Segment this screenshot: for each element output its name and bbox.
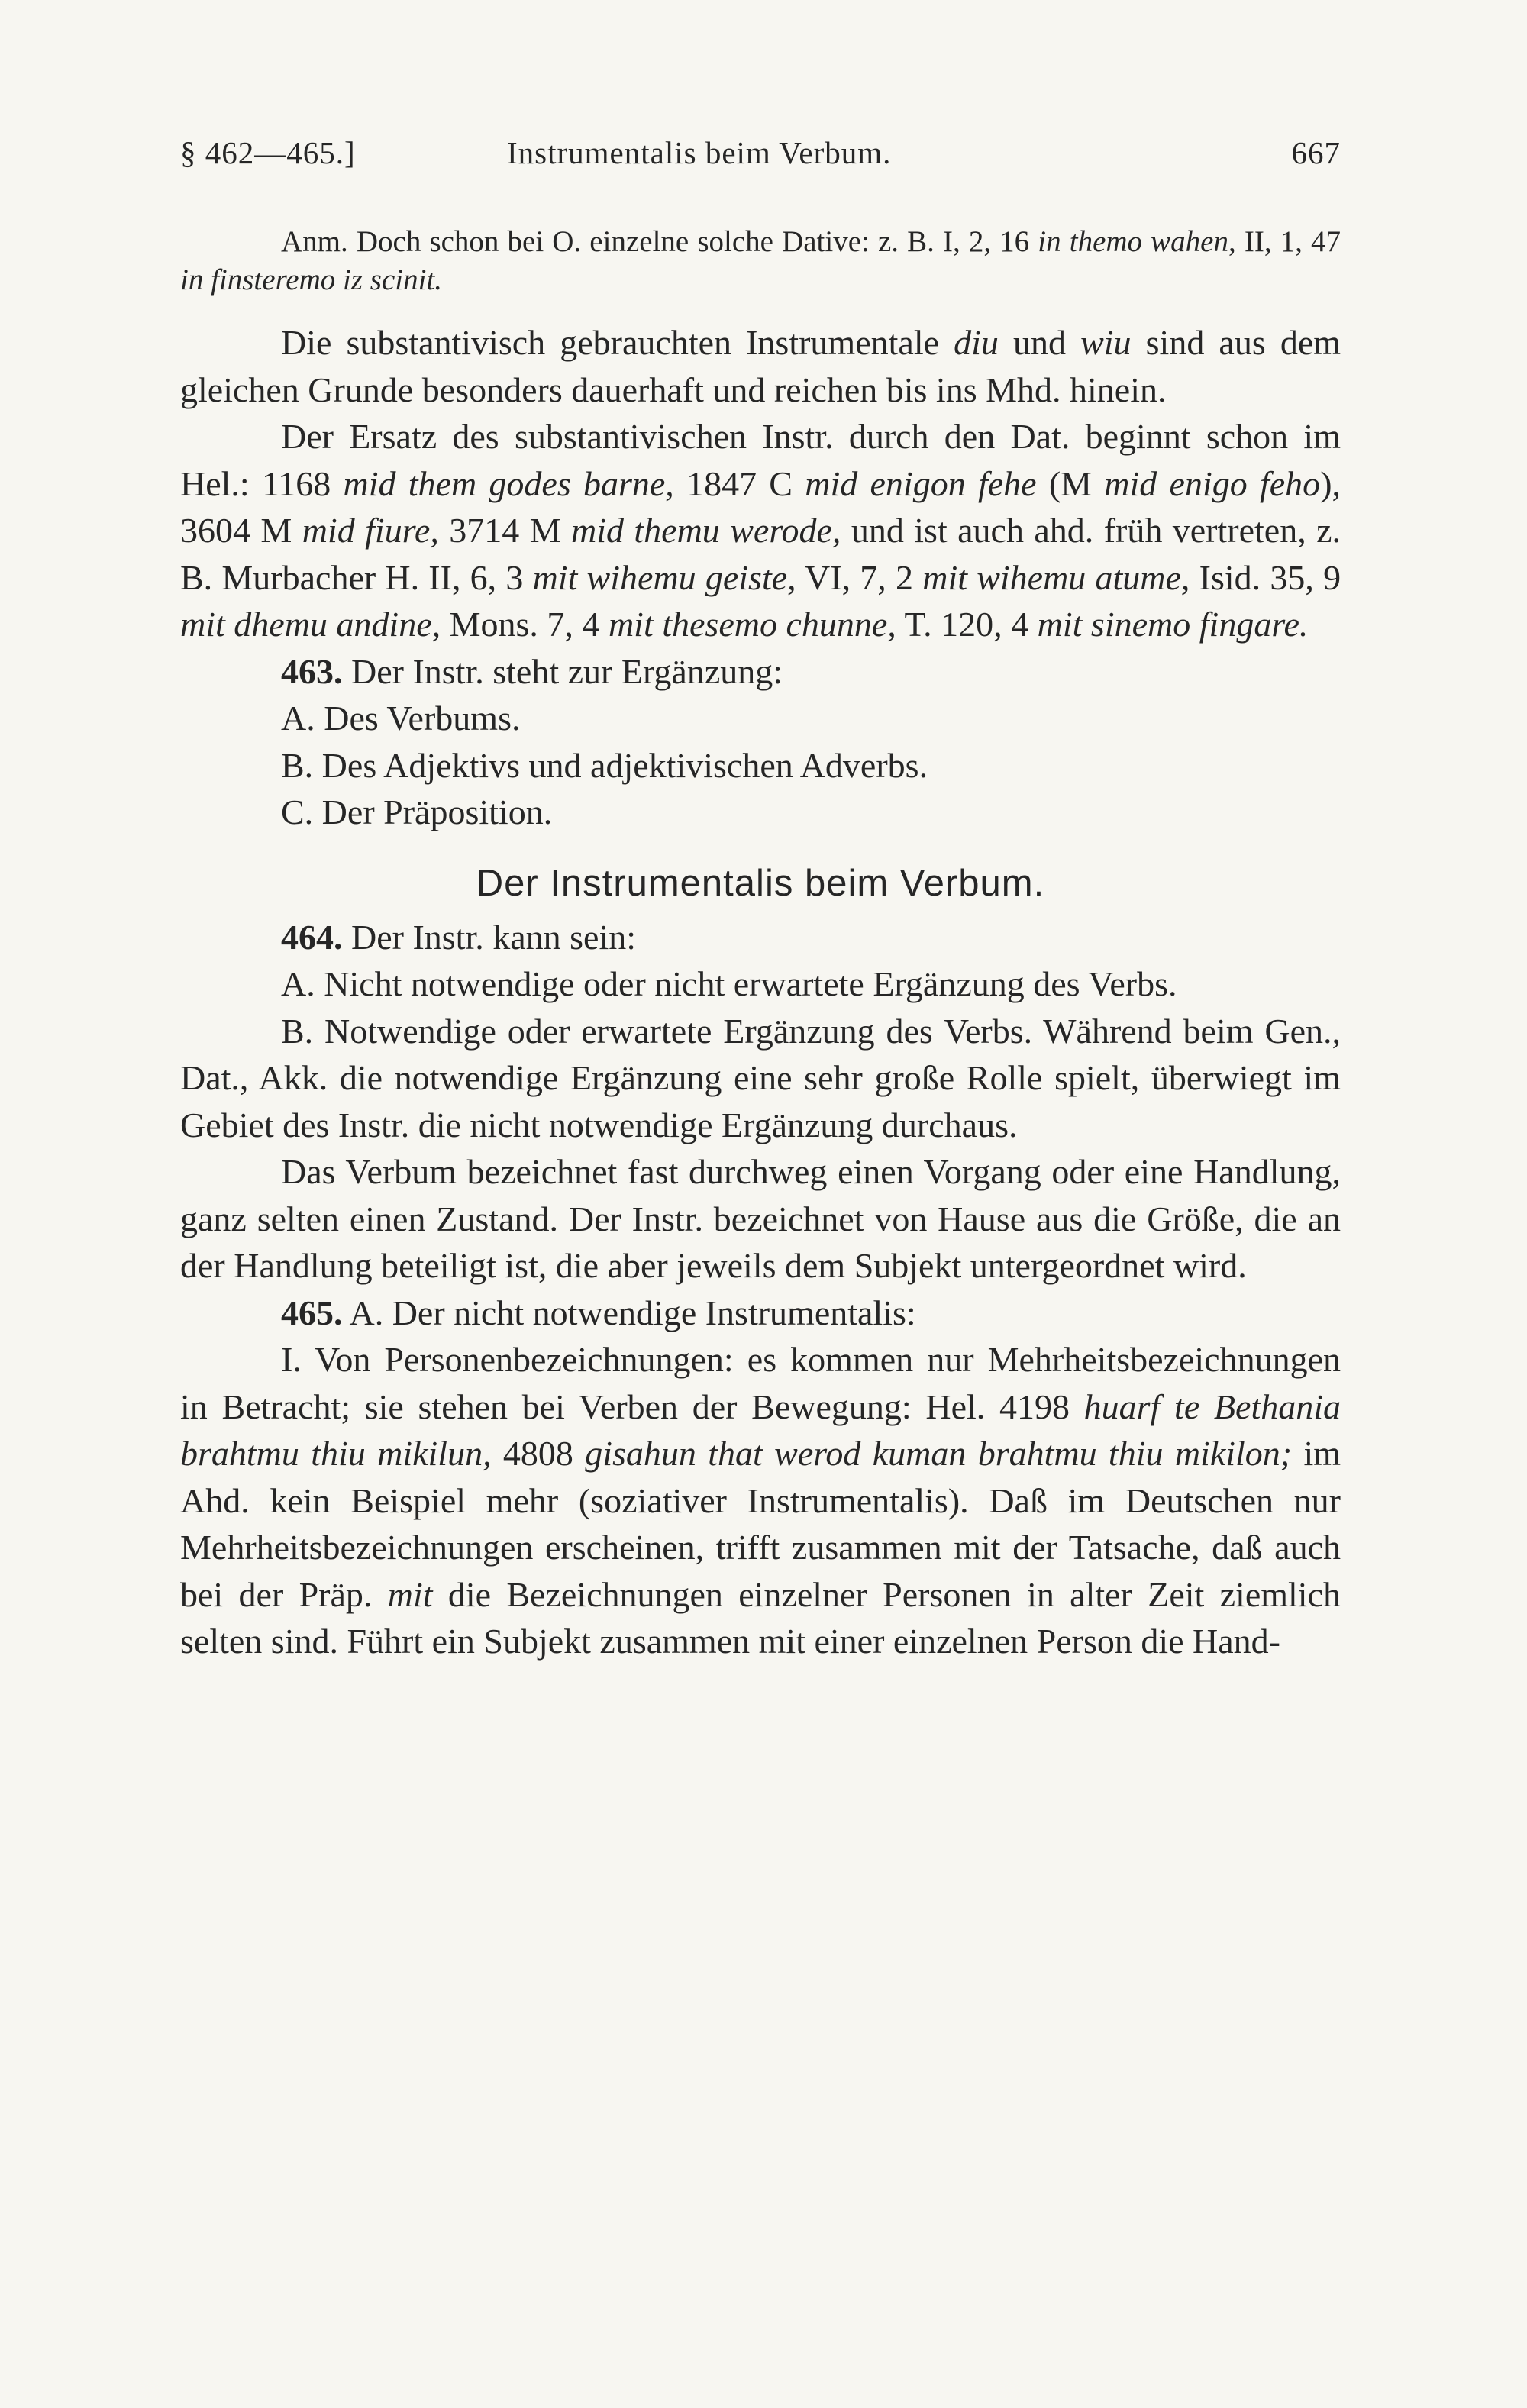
section-463: 463. Der Instr. steht zur Ergänzung:: [281, 651, 783, 691]
page-number: 667: [1291, 135, 1341, 170]
section-number: 463.: [281, 651, 343, 691]
running-title: Instrumentalis beim Verbum.: [507, 135, 892, 170]
section-465: 465. A. Der nicht notwendige Instrumentalis:: [281, 1293, 916, 1332]
paragraph: I. Von Personenbezeichnungen: es kommen nur Mehrheitsbezeichnungen in Betracht; sie stehen bei Verben der Bewegung: Hel. 4198 huarf te Bethania brahtmu thiu mikilun, 4808 gisahun that werod kuman brahtmu thiu mikilon; im Ahd. kein Beispiel mehr (soziativer Instrumentalis). Daß im Deutschen nur Mehrheitsbezeichnungen erscheinen, trifft zusammen mit der Tatsache, daß auch bei der Präp. mit die Bezeichnungen einzelner Personen in alter Zeit ziemlich selten sind. Führt ein Subjekt zusammen mit einer einzelnen Person die Hand-: [180, 1340, 1341, 1661]
list-item: B. Des Adjektivs und adjektivischen Adverbs.: [281, 745, 928, 785]
paragraph: Die substantivisch gebrauchten Instrumentale diu und wiu sind aus dem gleichen Grunde besonders dauerhaft und reichen bis ins Mhd. hinein.: [180, 323, 1341, 409]
running-header: [180, 134, 1341, 188]
section-463-list: [281, 695, 1341, 836]
section-464: 464. Der Instr. kann sein:: [281, 917, 637, 957]
list-item: A. Des Verbums.: [281, 699, 521, 738]
anm-text: , II, 1, 47: [1228, 225, 1341, 258]
anm-label: Anm.: [281, 225, 348, 258]
section-range: § 462—465.]: [180, 135, 356, 170]
paragraph: A. Nicht notwendige oder nicht erwartete Ergänzung des Verbs.: [281, 964, 1177, 1003]
section-heading: Der Instrumentalis beim Verbum.: [476, 862, 1045, 904]
annotation-note: [180, 223, 1341, 299]
page-body: [180, 223, 1341, 1665]
section-number: 464.: [281, 917, 343, 957]
anm-text: Doch schon bei O. einzelne solche Dative: z. B. I, 2, 16: [356, 225, 1030, 258]
paragraph: Das Verbum bezeichnet fast durchweg einen Vorgang oder eine Handlung, ganz selten einen Zustand. Der Instr. bezeichnet von Hause aus die Größe, die an der Handlung beteiligt ist, die aber jeweils dem Subjekt untergeordnet wird.: [180, 1152, 1341, 1285]
anm-example: in finsteremo iz scinit.: [180, 263, 443, 296]
paragraph: B. Notwendige oder erwartete Ergänzung des Verbs. Während beim Gen., Dat., Akk. die notwendige Ergänzung eine sehr große Rolle spielt, überwiegt im Gebiet des Instr. die nicht notwendige Ergänzung durchaus.: [180, 1011, 1341, 1144]
paragraph: Der Ersatz des substantivischen Instr. durch den Dat. beginnt schon im Hel.: 1168 mid them godes barne, 1847 C mid enigon fehe (M mid enigo feho), 3604 M mid fiure, 3714 M mid themu werode, und ist auch ahd. früh vertreten, z. B. Murbacher H. II, 6, 3 mit wihemu geiste, VI, 7, 2 mit wihemu atume, Isid. 35, 9 mit dhemu andine, Mons. 7, 4 mit thesemo chunne, T. 120, 4 mit sinemo fingare.: [180, 417, 1341, 644]
anm-example: in themo wahen: [1038, 225, 1228, 258]
section-number: 465.: [281, 1293, 343, 1332]
list-item: C. Der Präposition.: [281, 792, 553, 831]
